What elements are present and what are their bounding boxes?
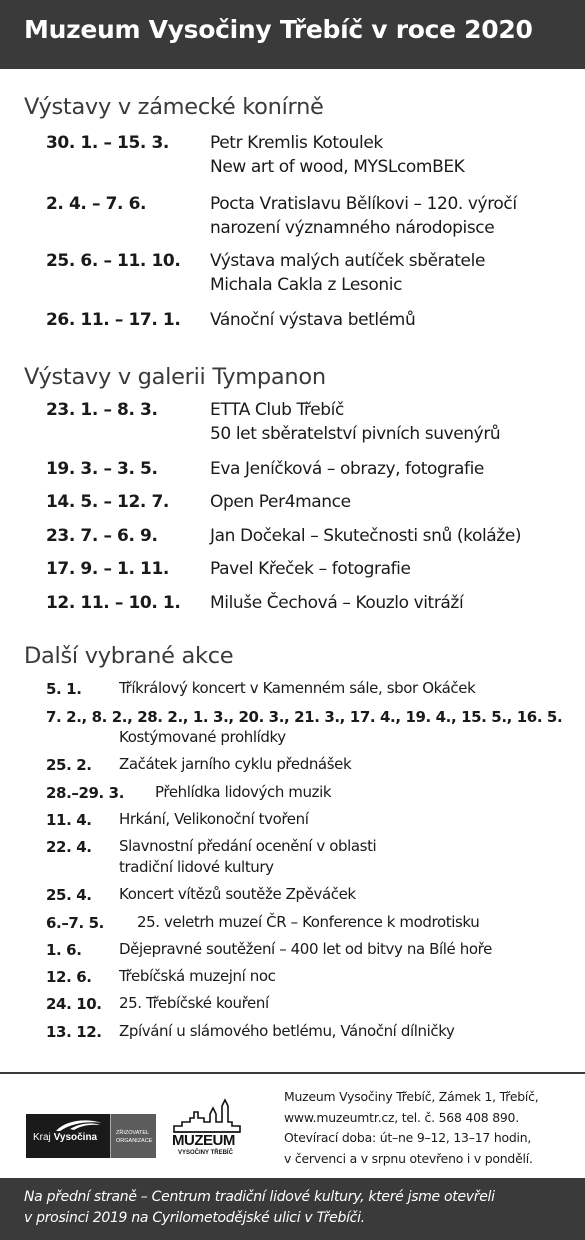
exhibit-title [210,557,411,581]
exhibit-date: 26. 11. – 17. 1. [46,310,181,330]
exhibit-date: 14. 5. – 12. 7. [46,492,169,512]
event-title: Dějepravné soutěžení – 400 let od bitvy na Bílé hoře [119,940,492,958]
muzeum-logo [170,1098,250,1162]
exhibit-title [210,192,517,240]
kraj-logo-text: Kraj Vysočina [33,1132,98,1143]
event-title: 25. Třebíčské kouření [119,994,269,1012]
contact-info [284,1087,539,1169]
kraj-vysocina-logo [26,1114,156,1158]
exhibit-title-line: Vánoční výstava betlémů [210,310,416,330]
footer-caption-line: Na přední straně – Centrum tradiční lidové kultury, které jsme otevřeli [24,1189,495,1205]
muzeum-logo-word: MUZEUM [172,1132,235,1149]
exhibit-date: 2. 4. – 7. 6. [46,194,147,214]
exhibit-title-line: Pocta Vratislavu Bělíkovi – 120. výročí [210,194,517,214]
exhibit-date: 17. 9. – 1. 11. [46,559,169,579]
muzeum-logo-sub: VYSOČINY TŘEBÍČ [178,1150,233,1156]
event-date: 13. 12. [46,1023,102,1041]
kraj-logo-mark [26,1114,110,1158]
footer-band [0,1178,585,1240]
exhibit-title-line: Pavel Křeček – fotografie [210,559,411,579]
event-title: Začátek jarního cyklu přednášek [119,755,352,773]
exhibit-date: 30. 1. – 15. 3. [46,133,169,153]
event-date: 22. 4. [46,838,92,856]
zrizovatel-badge [110,1114,156,1158]
footer-caption-line: v prosinci 2019 na Cyrilometodějské ulici v Třebíči. [24,1210,365,1226]
exhibit-title-line: Výstava malých autíček sběratele [210,251,485,271]
event-title: Přehlídka lidových muzik [155,783,332,801]
event-title: Tříkrálový koncert v Kamenném sále, sbor Okáček [119,679,476,697]
event-date: 7. 2., 8. 2., 28. 2., 1. 3., 20. 3., 21. 3., 17. 4., 19. 4., 15. 5., 16. 5. [46,708,563,726]
event-title: 25. veletrh muzeí ČR – Konference k modrotisku [137,913,480,931]
event-date: 25. 4. [46,886,92,904]
exhibit-title-line: Eva Jeníčková – obrazy, fotografie [210,459,484,479]
castle-icon [170,1098,250,1134]
exhibit-date: 12. 11. – 10. 1. [46,593,181,613]
exhibit-title [210,249,485,297]
exhibit-title-line: Jan Dočekal – Skutečnosti snů (koláže) [210,526,522,546]
contact-summer-note: v červenci a v srpnu otevřeno i v pondělí. [284,1150,533,1166]
contact-address: Muzeum Vysočiny Třebíč, Zámek 1, Třebíč, [284,1089,539,1104]
exhibit-title [210,524,521,548]
exhibit-title [210,457,484,481]
section-title-konirna: Výstavy v zámecké konírně [24,94,324,120]
event-title: Zpívání u slámového betlému, Vánoční dílničky [119,1022,455,1040]
event-date: 28.–29. 3. [46,784,125,802]
exhibit-title-line: 50 let sběratelství pivních suvenýrů [210,424,501,444]
exhibit-date: 23. 1. – 8. 3. [46,400,158,420]
section-title-tympanon: Výstavy v galerii Tympanon [24,364,326,390]
organizace-label: ORGANIZACE [116,1138,153,1144]
exhibit-title-line: Michala Cakla z Lesonic [210,275,403,295]
event-date: 1. 6. [46,941,82,959]
event-date: 25. 2. [46,756,92,774]
header-band [0,0,585,69]
contact-web-phone: www.muzeumtr.cz, tel. č. 568 408 890. [284,1109,519,1125]
exhibit-title [210,308,415,332]
page-title: Muzeum Vysočiny Třebíč v roce 2020 [24,15,533,44]
exhibit-title-line: ETTA Club Třebíč [210,400,344,420]
event-title [119,836,376,878]
event-date: 6.–7. 5. [46,914,104,932]
section-title-akce: Další vybrané akce [24,643,234,669]
event-date: 24. 10. [46,995,102,1013]
exhibit-title [210,490,351,514]
contact-opening-hours: Otevírací doba: út–ne 9–12, 13–17 hodin, [284,1130,532,1145]
exhibit-title-line: New art of wood, MYSLcomBEK [210,157,465,177]
event-title: Kostýmované prohlídky [119,728,286,746]
event-title: Koncert vítězů soutěže Zpěváček [119,885,356,903]
event-title: Hrkání, Velikonoční tvoření [119,810,309,828]
event-date: 5. 1. [46,680,82,698]
event-date: 12. 6. [46,968,92,986]
exhibit-title-line: narození významného národopisce [210,218,495,238]
event-title-line: tradiční lidové kultury [119,858,274,876]
exhibit-title [210,591,463,615]
exhibit-title [210,131,464,179]
exhibit-title-line: Petr Kremlis Kotoulek [210,133,383,153]
exhibit-date: 25. 6. – 11. 10. [46,251,181,271]
event-date: 11. 4. [46,811,92,829]
event-title: Třebíčská muzejní noc [119,967,276,985]
exhibit-title-line: Miluše Čechová – Kouzlo vitráží [210,593,464,613]
zrizovatel-label: ZŘIZOVATEL [116,1130,150,1136]
exhibit-title [210,398,500,446]
exhibit-date: 23. 7. – 6. 9. [46,526,158,546]
event-title-line: Slavnostní předání ocenění v oblasti [119,837,377,855]
exhibit-title-line: Open Per4mance [210,492,351,512]
footer-divider [0,1072,585,1074]
exhibit-date: 19. 3. – 3. 5. [46,459,158,479]
